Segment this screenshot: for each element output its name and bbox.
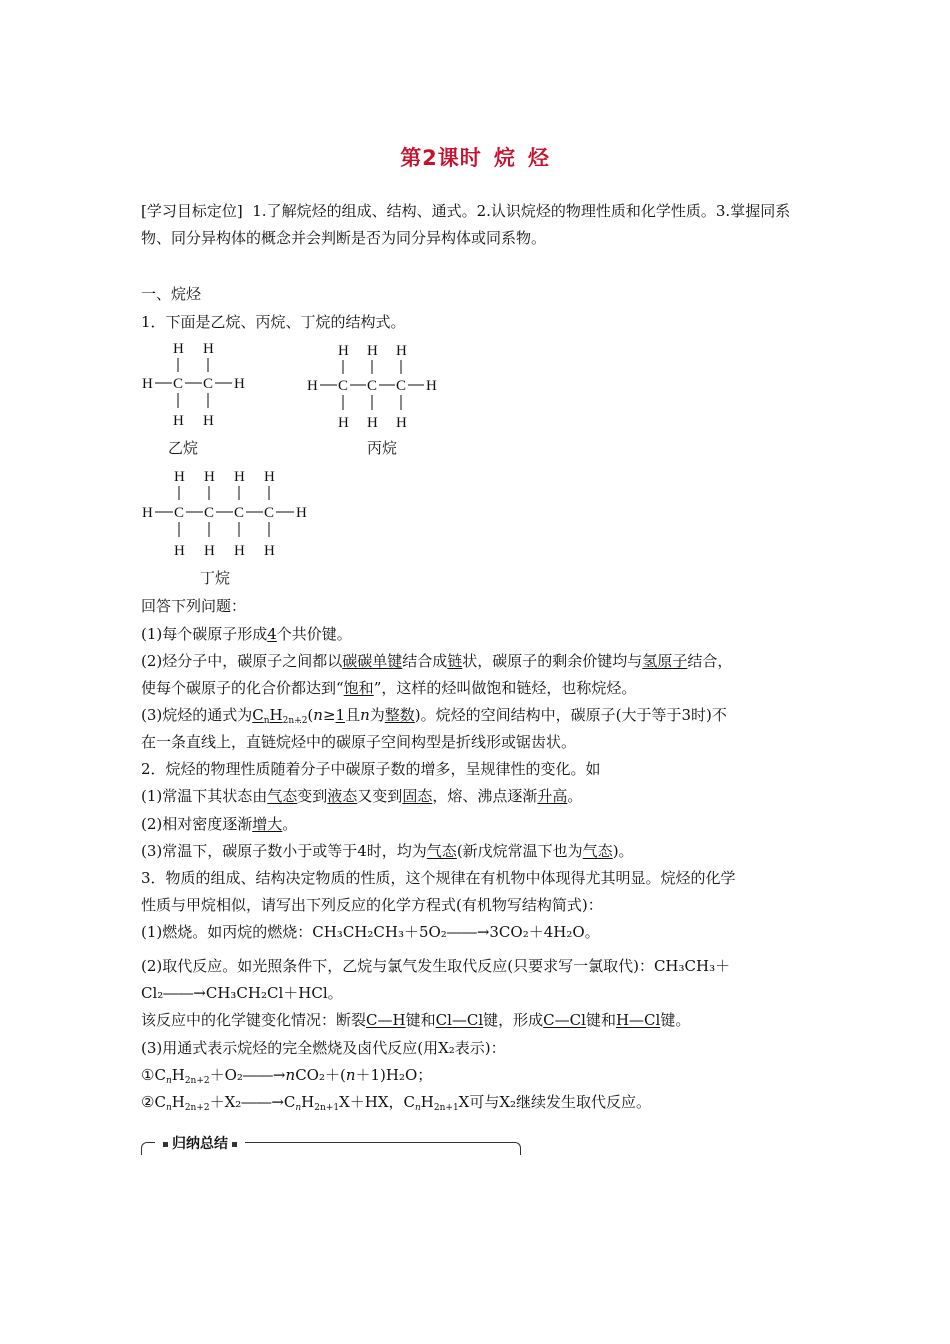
butane-structure (138, 464, 328, 564)
atom-h: H (173, 341, 184, 357)
atom-c: C (234, 505, 245, 521)
answer-2-line1: (2)烃分子中，碳原子之间都以碳碳单键结合成链状，碳原子的剩余价键均与氢原子结合， (141, 652, 733, 670)
question-3-line2: 性质与甲烷相似，请写出下列反应的化学方程式(有机物写结构简式)： (141, 896, 603, 914)
fill-answer: 液态 (327, 787, 358, 805)
atom-h: H (142, 376, 153, 392)
atom-h: H (367, 343, 378, 359)
caption-butane: 丁烷 (200, 569, 231, 587)
fill-answer: 气态 (267, 787, 298, 805)
fill-answer: 增大 (252, 815, 283, 833)
fill-answer: 气态 (426, 842, 457, 860)
atom-h: H (174, 543, 185, 559)
fill-answer: 碳碳单键 (342, 652, 403, 670)
summary-box (141, 1133, 521, 1163)
answer-3-2-line2: Cl₂――→CH₃CH₂Cl＋HCl。 (141, 984, 343, 1002)
learning-objectives (141, 198, 813, 252)
objective-label: [学习目标定位] (141, 202, 243, 220)
atom-h: H (174, 469, 185, 485)
atom-h: H (203, 341, 214, 357)
atom-h: H (296, 505, 307, 521)
fill-answer: 1 (335, 706, 346, 724)
section-heading: 一、烷烃 (141, 285, 202, 303)
fill-answer: C—Cl (543, 1011, 586, 1029)
atom-c: C (203, 376, 214, 392)
fill-answer: 升高 (537, 787, 568, 805)
summary-label: 归纳总结 (155, 1133, 245, 1153)
atom-c: C (367, 378, 378, 394)
atom-h: H (396, 343, 407, 359)
atom-c: C (396, 378, 407, 394)
question-3-line1: 3．物质的组成、结构决定物质的性质，这个规律在有机物中体现得尤其明显。烷烃的化学 (141, 869, 736, 887)
propane-structure (303, 338, 453, 438)
equation: CH₃CH₂CH₃＋5O₂――→3CO₂＋4H₂O (312, 923, 585, 941)
answer-3-2-line1: (2)取代反应。如光照条件下，乙烷与氯气发生取代反应(只要求写一氯取代)：CH₃CH₃＋ (141, 957, 731, 975)
atom-h: H (264, 469, 275, 485)
fill-answer: 4 (267, 625, 277, 643)
answer-2-3: (3)常温下，碳原子数小于或等于4时，均为气态(新戊烷常温下也为气态)。 (141, 842, 634, 860)
square-bullet-icon (232, 1142, 237, 1147)
fill-answer: 氢原子 (642, 652, 688, 670)
bond-change: 该反应中的化学键变化情况：断裂C—H键和Cl—Cl键，形成C—Cl键和H—Cl键。 (141, 1011, 691, 1029)
ethane-structure (138, 336, 258, 436)
atom-c: C (173, 376, 184, 392)
fill-answer: $C_nH_{2n+2}$ (252, 706, 308, 726)
atom-h: H (338, 415, 349, 431)
square-bullet-icon (163, 1142, 168, 1147)
title-part: 烷 (493, 146, 516, 170)
atom-c: C (264, 505, 275, 521)
halogenation-equation: $②C_nH_{2n+2}+X_2――\to C_nH_{2n+1}X+HX$，$C_nH_{2n+1}X$可与X₂继续发生取代反应。 (141, 1093, 652, 1113)
atom-h: H (426, 378, 437, 394)
fill-answer: H—Cl (615, 1011, 661, 1029)
atom-h: H (234, 376, 245, 392)
atom-c: C (174, 505, 185, 521)
atom-h: H (264, 543, 275, 559)
atom-h: H (338, 343, 349, 359)
fill-answer: 固态 (402, 787, 433, 805)
atom-h: H (307, 378, 318, 394)
question-2: 2．烷烃的物理性质随着分子中碳原子数的增多，呈规律性的变化。如 (141, 760, 601, 778)
fill-answer: C—H (366, 1011, 406, 1029)
answer-3-3: (3)用通式表示烷烃的完全燃烧及卤代反应(用X₂表示)： (141, 1039, 506, 1057)
atom-h: H (234, 543, 245, 559)
page-title (0, 142, 950, 172)
answer-3-line1: (3)烷烃的通式为$C_nH_{2n+2}(n\ge 1$且n为整数)。烷烃的空间结构中，碳原子(大于等于3时)不 (141, 706, 727, 726)
answer-prompt: 回答下列问题： (141, 597, 247, 615)
atom-h: H (367, 415, 378, 431)
answer-3-line2: 在一条直线上，直链烷烃中的碳原子空间构型是折线形或锯齿状。 (141, 733, 577, 751)
title-part: 第2课时 (400, 146, 482, 170)
caption-propane: 丙烷 (367, 439, 398, 457)
atom-h: H (204, 469, 215, 485)
fill-answer: 气态 (582, 842, 613, 860)
question-1: 1．下面是乙烷、丙烷、丁烷的结构式。 (141, 313, 406, 331)
atom-c: C (338, 378, 349, 394)
atom-c: C (204, 505, 215, 521)
fill-answer: 链 (447, 652, 463, 670)
fill-answer: Cl—Cl (435, 1011, 484, 1029)
caption-ethane: 乙烷 (168, 439, 199, 457)
atom-h: H (204, 543, 215, 559)
combustion-equation: $①C_nH_{2n+2}+O_2――\to nCO_2+(n+1)H_2O$； (141, 1066, 433, 1086)
atom-h: H (142, 505, 153, 521)
objective-text: 1.了解烷烃的组成、结构、通式。2.认识烷烃的物理性质和化学性质。3.掌握同系物、同分异构体的概念并会判断是否为同分异构体或同系物。 (141, 202, 791, 247)
answer-2-1: (1)常温下其状态由气态变到液态又变到固态，熔、沸点逐渐升高。 (141, 787, 583, 805)
answer-1: (1)每个碳原子形成4个共价键。 (141, 625, 352, 643)
atom-h: H (203, 413, 214, 429)
fill-answer: 整数 (384, 706, 415, 724)
answer-3-1: (1)燃烧。如丙烷的燃烧：CH₃CH₂CH₃＋5O₂――→3CO₂＋4H₂O。 (141, 923, 600, 941)
atom-h: H (173, 413, 184, 429)
atom-h: H (396, 415, 407, 431)
atom-h: H (234, 469, 245, 485)
fill-answer: 饱和 (343, 679, 374, 697)
title-part: 烃 (527, 146, 550, 170)
answer-2-line2: 使每个碳原子的化合价都达到“饱和”，这样的烃叫做饱和链烃，也称烷烃。 (141, 679, 637, 697)
answer-2-2: (2)相对密度逐渐增大。 (141, 815, 298, 833)
